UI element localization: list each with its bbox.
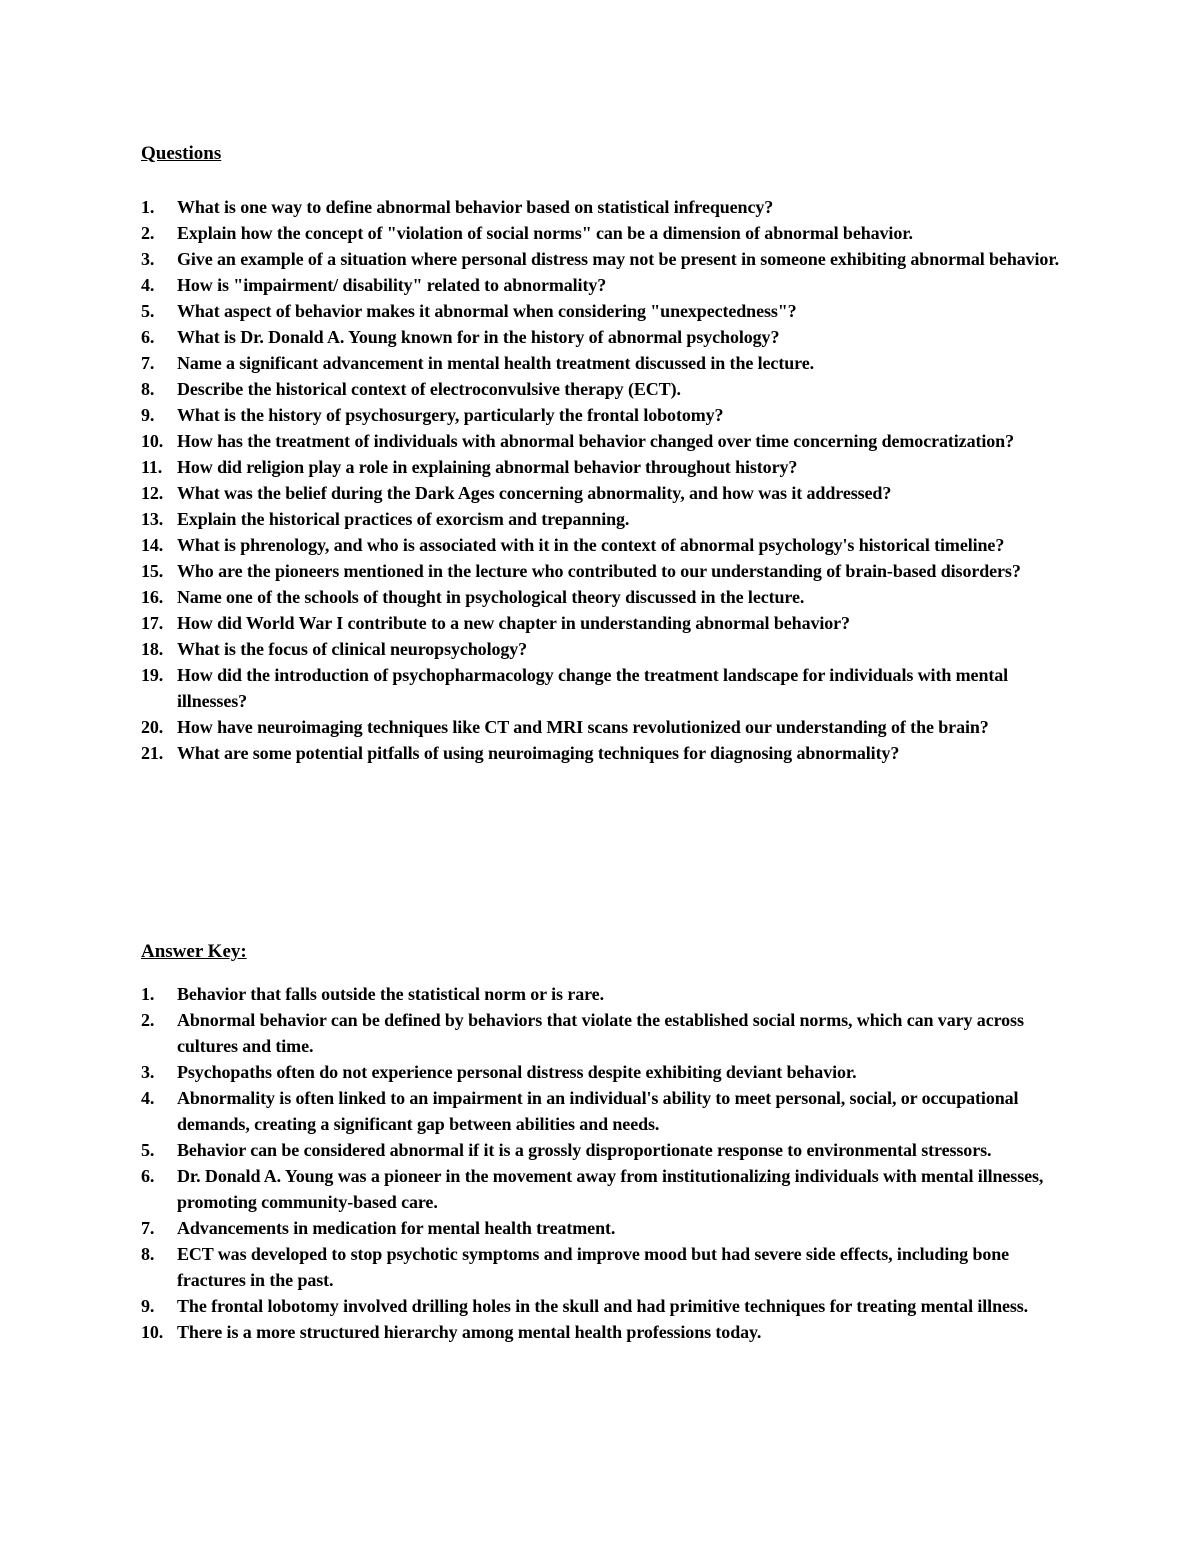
answer-item-text: Psychopaths often do not experience personal distress despite exhibiting deviant behavior.	[177, 1062, 857, 1082]
answer-item	[141, 1007, 1061, 1059]
question-item-number: 4.	[141, 275, 155, 295]
answer-item	[141, 1137, 1061, 1163]
question-item	[141, 220, 1061, 246]
answer-item	[141, 1241, 1061, 1293]
question-item-number: 2.	[141, 223, 155, 243]
question-item-number: 1.	[141, 197, 155, 217]
questions-heading: Questions	[141, 143, 222, 164]
question-item-text: What is the focus of clinical neuropsychology?	[177, 639, 528, 659]
answer-item-text: The frontal lobotomy involved drilling holes in the skull and had primitive techniques for treating mental illness.	[177, 1296, 1029, 1316]
answer-item	[141, 1293, 1061, 1319]
question-item-text: Give an example of a situation where personal distress may not be present in someone exhibiting abnormal behavior.	[177, 249, 1059, 269]
question-item	[141, 298, 1061, 324]
answer-item-number: 3.	[141, 1062, 155, 1082]
question-item	[141, 194, 1061, 220]
answer-item-number: 10.	[141, 1322, 164, 1342]
answer-item-number: 2.	[141, 1010, 155, 1030]
answer-item-text: Behavior that falls outside the statistical norm or is rare.	[177, 984, 604, 1004]
answer-item	[141, 1319, 1061, 1345]
question-item-number: 10.	[141, 431, 164, 451]
question-item	[141, 272, 1061, 298]
question-item-text: How did the introduction of psychopharmacology change the treatment landscape for individuals with mental illnesses?	[177, 665, 1009, 711]
question-item-text: How has the treatment of individuals with abnormal behavior changed over time concerning democratization?	[177, 431, 1014, 451]
question-item	[141, 740, 1061, 766]
question-item-text: What aspect of behavior makes it abnormal when considering "unexpectedness"?	[177, 301, 797, 321]
answer-item-number: 9.	[141, 1296, 155, 1316]
question-item-text: What is Dr. Donald A. Young known for in the history of abnormal psychology?	[177, 327, 780, 347]
answer-item-number: 7.	[141, 1218, 155, 1238]
question-item-number: 6.	[141, 327, 155, 347]
question-item-number: 14.	[141, 535, 164, 555]
question-item-number: 20.	[141, 717, 164, 737]
question-item-text: How is "impairment/ disability" related to abnormality?	[177, 275, 607, 295]
question-item-text: What was the belief during the Dark Ages concerning abnormality, and how was it addressed?	[177, 483, 892, 503]
question-item	[141, 350, 1061, 376]
question-item-number: 16.	[141, 587, 164, 607]
answer-item-number: 8.	[141, 1244, 155, 1264]
question-item	[141, 506, 1061, 532]
answer-item-number: 4.	[141, 1088, 155, 1108]
answer-item-number: 1.	[141, 984, 155, 1004]
answer-item	[141, 981, 1061, 1007]
question-item	[141, 662, 1061, 714]
answer-item-number: 5.	[141, 1140, 155, 1160]
question-item-text: What is one way to define abnormal behavior based on statistical infrequency?	[177, 197, 774, 217]
question-item	[141, 324, 1061, 350]
answer-item-text: Behavior can be considered abnormal if it is a grossly disproportionate response to environmental stressors.	[177, 1140, 992, 1160]
question-item-text: What are some potential pitfalls of using neuroimaging techniques for diagnosing abnormality?	[177, 743, 900, 763]
question-item-number: 18.	[141, 639, 164, 659]
question-item-text: What is phrenology, and who is associated with it in the context of abnormal psychology's historical timeline?	[177, 535, 1005, 555]
question-item-number: 15.	[141, 561, 164, 581]
answer-item-text: There is a more structured hierarchy among mental health professions today.	[177, 1322, 762, 1342]
question-item-number: 11.	[141, 457, 163, 477]
question-item-text: How did religion play a role in explaining abnormal behavior throughout history?	[177, 457, 798, 477]
question-item	[141, 714, 1061, 740]
question-item	[141, 402, 1061, 428]
question-item-text: Explain how the concept of "violation of social norms" can be a dimension of abnormal behavior.	[177, 223, 913, 243]
question-item	[141, 454, 1061, 480]
answer-item-number: 6.	[141, 1166, 155, 1186]
question-item-number: 19.	[141, 665, 164, 685]
question-item-number: 21.	[141, 743, 164, 763]
answer-item-text: ECT was developed to stop psychotic symptoms and improve mood but had severe side effects, including bone fractures in the past.	[177, 1244, 1010, 1290]
question-item-number: 9.	[141, 405, 155, 425]
question-item	[141, 558, 1061, 584]
question-item	[141, 532, 1061, 558]
answer-item-text: Abnormality is often linked to an impairment in an individual's ability to meet personal, social, or occupational demands, creating a significant gap between abilities and needs.	[177, 1088, 1019, 1134]
question-item-number: 5.	[141, 301, 155, 321]
question-item	[141, 376, 1061, 402]
answer-item-text: Advancements in medication for mental health treatment.	[177, 1218, 616, 1238]
question-item-text: What is the history of psychosurgery, particularly the frontal lobotomy?	[177, 405, 724, 425]
question-item-number: 7.	[141, 353, 155, 373]
answer-item-text: Dr. Donald A. Young was a pioneer in the movement away from institutionalizing individuals with mental illnesses, promoting community-based care.	[177, 1166, 1044, 1212]
question-item-text: Describe the historical context of electroconvulsive therapy (ECT).	[177, 379, 681, 399]
questions-list	[141, 194, 1061, 766]
answer-key-list	[141, 981, 1061, 1345]
question-item	[141, 610, 1061, 636]
question-item-text: Name one of the schools of thought in psychological theory discussed in the lecture.	[177, 587, 805, 607]
question-item	[141, 246, 1061, 272]
question-item-number: 13.	[141, 509, 164, 529]
answer-item	[141, 1059, 1061, 1085]
answer-item-text: Abnormal behavior can be defined by behaviors that violate the established social norms, which can vary across cultures and time.	[177, 1010, 1024, 1056]
question-item-number: 8.	[141, 379, 155, 399]
question-item-text: Explain the historical practices of exorcism and trepanning.	[177, 509, 630, 529]
question-item-text: Who are the pioneers mentioned in the lecture who contributed to our understanding of brain-based disorders?	[177, 561, 1021, 581]
question-item-text: Name a significant advancement in mental health treatment discussed in the lecture.	[177, 353, 814, 373]
question-item-number: 17.	[141, 613, 164, 633]
question-item-number: 3.	[141, 249, 155, 269]
answer-key-heading: Answer Key:	[141, 941, 247, 962]
question-item-text: How have neuroimaging techniques like CT and MRI scans revolutionized our understanding of the brain?	[177, 717, 989, 737]
question-item	[141, 584, 1061, 610]
answer-item	[141, 1085, 1061, 1137]
question-item	[141, 636, 1061, 662]
answer-item	[141, 1215, 1061, 1241]
question-item	[141, 480, 1061, 506]
question-item-number: 12.	[141, 483, 164, 503]
question-item-text: How did World War I contribute to a new chapter in understanding abnormal behavior?	[177, 613, 850, 633]
question-item	[141, 428, 1061, 454]
answer-item	[141, 1163, 1061, 1215]
